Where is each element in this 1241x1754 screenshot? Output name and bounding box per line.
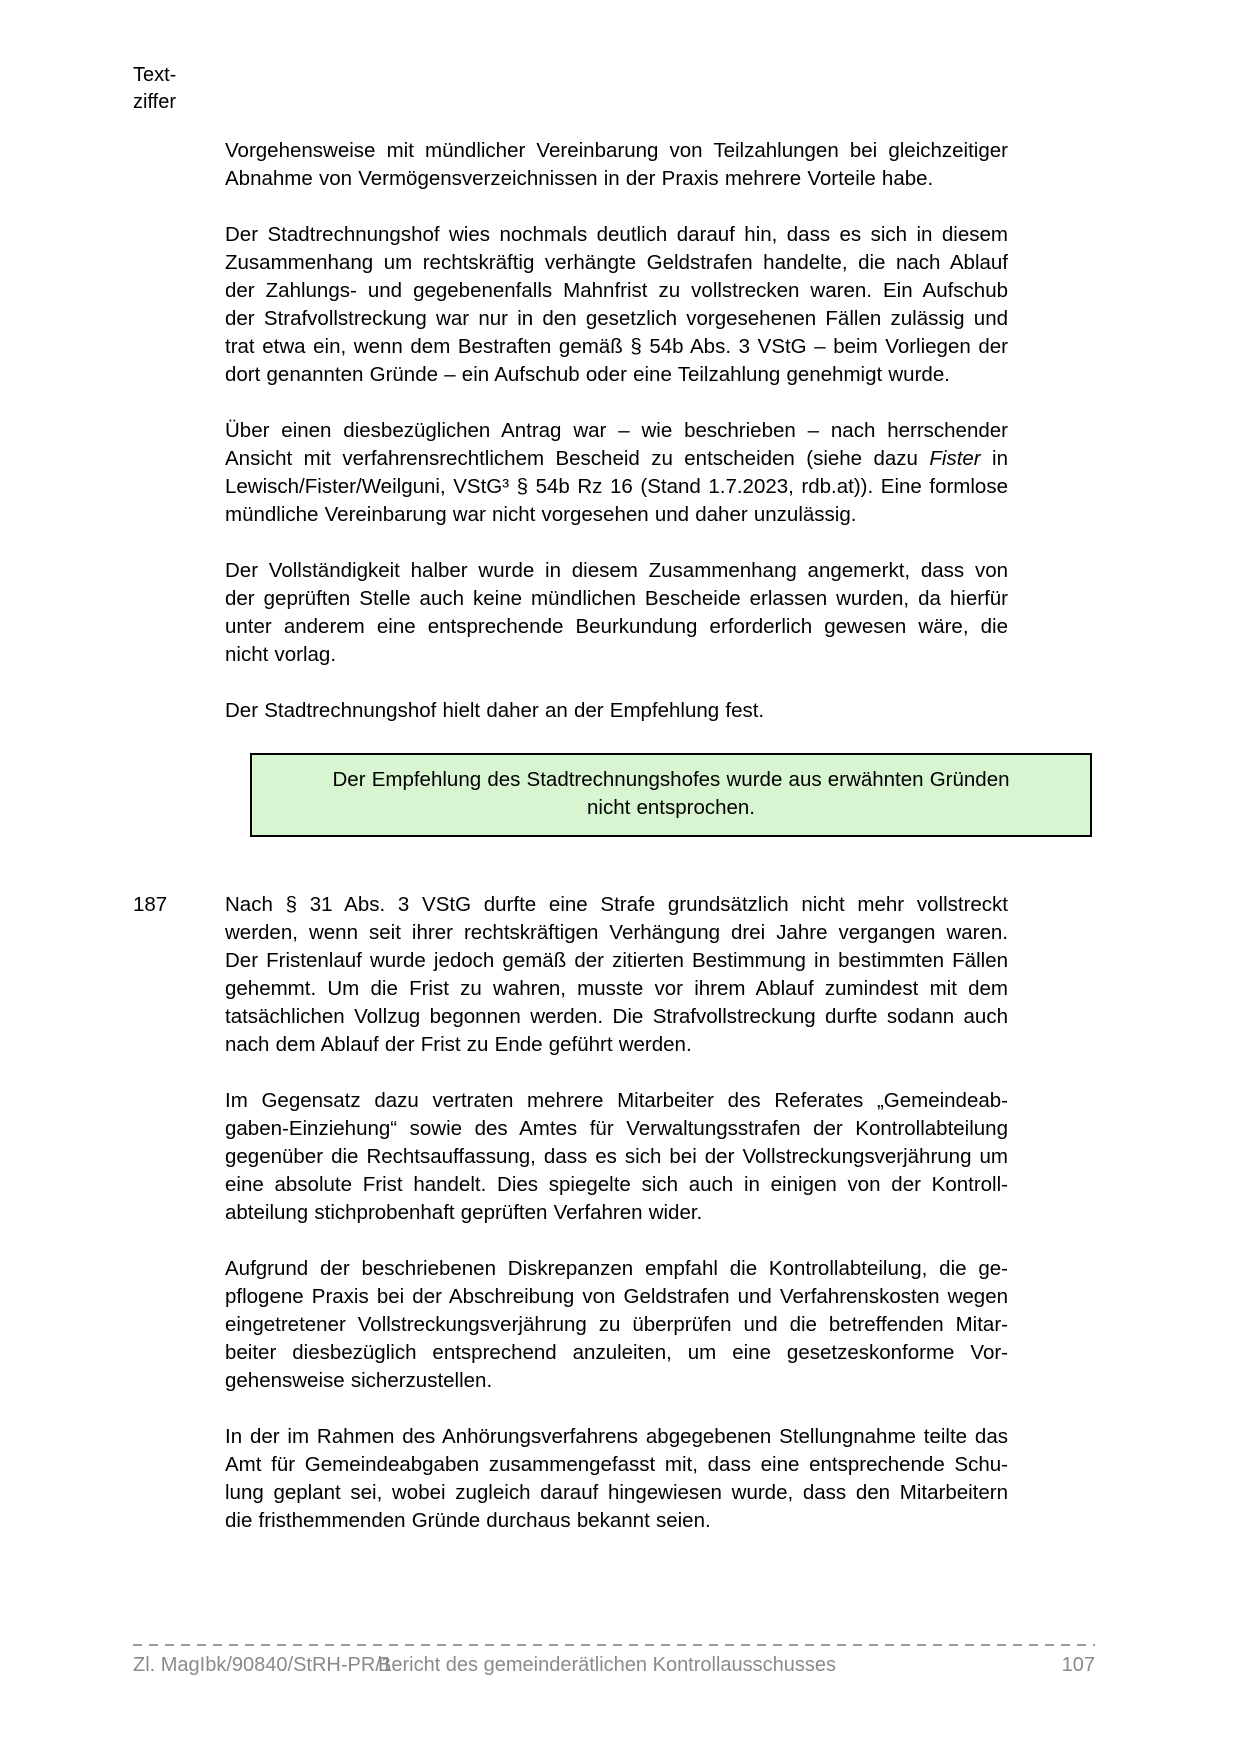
text-line: der Strafvollstreckung war nur in den gesetzlich vorgesehenen Fällen zulässig und: [225, 307, 1008, 330]
footer-document-title: Bericht des gemeinderätlichen Kontrollausschusses: [378, 1654, 837, 1676]
text-line: Der Empfehlung des Stadtrechnungshofes wurde aus erwähnten Gründen: [332, 768, 1010, 791]
text-line: Ansicht mit verfahrensrechtlichem Bescheid zu entscheiden (siehe dazu Fister in: [225, 447, 1008, 470]
text-line: mündliche Vereinbarung war nicht vorgesehen und daher unzulässig.: [225, 503, 857, 526]
text-line: In der im Rahmen des Anhörungsverfahrens abgegebenen Stellungnahme teilte das: [225, 1425, 1008, 1448]
footer-reference: Zl. MagIbk/90840/StRH-PR/1: [133, 1654, 392, 1676]
text-line: der Zahlungs- und gegebenenfalls Mahnfrist zu vollstrecken waren. Ein Aufschub: [225, 279, 1008, 302]
text-line: nicht entsprochen.: [586, 796, 756, 819]
footer-row: [133, 1646, 1095, 1682]
text-line: Zusammenhang um rechtskräftig verhängte Geldstrafen handelte, die nach Ablauf: [225, 251, 1008, 274]
recommendation-box: [250, 753, 1092, 837]
text-line: nicht vorlag.: [225, 643, 337, 666]
text-line: abteilung stichprobenhaft geprüften Verfahren wider.: [225, 1201, 703, 1224]
paragraph: [225, 1255, 1008, 1395]
text-line: unter anderem eine entsprechende Beurkundung erforderlich gewesen wäre, die: [225, 615, 1008, 638]
text-line: gegenüber die Rechtsauffassung, dass es sich bei der Vollstreckungsverjährung um: [225, 1145, 1008, 1168]
page-footer: [133, 1644, 1095, 1682]
paragraph: [225, 557, 1008, 669]
text-line: Lewisch/Fister/Weilguni, VStG³ § 54b Rz 16 (Stand 1.7.2023, rdb.at)). Eine formlose: [225, 475, 1008, 498]
text-line: der geprüften Stelle auch keine mündlichen Bescheide erlassen wurden, da hierfür: [225, 587, 1008, 610]
text-line: Der Fristenlauf wurde jedoch gemäß der zitierten Bestimmung in bestimmten Fällen: [225, 949, 1008, 972]
text-line: gaben-Einziehung“ sowie des Amtes für Verwaltungsstrafen der Kontrollabteilung: [225, 1117, 1008, 1140]
paragraph: [225, 1087, 1008, 1227]
margin-column-header-line1: Text-: [133, 64, 177, 86]
text-line: pflogene Praxis bei der Abschreibung von Geldstrafen und Verfahrenskosten wegen: [225, 1285, 1008, 1308]
paragraph: [225, 417, 1008, 529]
text-line: Über einen diesbezüglichen Antrag war – wie beschrieben – nach herrschender: [225, 419, 1008, 442]
text-line: beiter diesbezüglich entsprechend anzuleiten, um eine gesetzeskonforme Vor-: [225, 1341, 1008, 1364]
margin-column-header-line2: ziffer: [133, 91, 176, 113]
text-line: Amt für Gemeindeabgaben zusammengefasst mit, dass eine entsprechende Schu-: [225, 1453, 1008, 1476]
document-body: [133, 137, 1010, 1563]
text-line: trat etwa ein, wenn dem Bestraften gemäß § 54b Abs. 3 VStG – beim Vorliegen der: [225, 335, 1008, 358]
text-line: werden, wenn seit ihrer rechtskräftigen Verhängung drei Jahre vergangen waren.: [225, 921, 1008, 944]
paragraph-number: 187: [133, 893, 168, 916]
text-line: Abnahme von Vermögensverzeichnissen in der Praxis mehrere Vorteile habe.: [225, 167, 934, 190]
text-line: eine absolute Frist handelt. Dies spiegelte sich auch in einigen von der Kontroll-: [225, 1173, 1008, 1196]
paragraph: [225, 137, 1008, 193]
text-line: Der Stadtrechnungshof hielt daher an der Empfehlung fest.: [225, 699, 765, 722]
text-line: Der Vollständigkeit halber wurde in diesem Zusammenhang angemerkt, dass von: [225, 559, 1008, 582]
text-line: lung geplant sei, wobei zugleich darauf hingewiesen wurde, dass den Mitarbeitern: [225, 1481, 1008, 1504]
text-line: nach dem Ablauf der Frist zu Ende geführt werden.: [225, 1033, 692, 1056]
text-line: tatsächlichen Vollzug begonnen werden. Die Strafvollstreckung durfte sodann auch: [225, 1005, 1008, 1028]
text-line: dort genannten Gründe – ein Aufschub oder eine Teilzahlung genehmigt wurde.: [225, 363, 950, 386]
paragraph: [225, 221, 1008, 389]
text-line: Nach § 31 Abs. 3 VStG durfte eine Strafe grundsätzlich nicht mehr vollstreckt: [225, 893, 1008, 916]
text-line: gehemmt. Um die Frist zu wahren, musste vor ihrem Ablauf zumindest mit dem: [225, 977, 1008, 1000]
margin-column-header: [133, 62, 176, 116]
text-line: gehensweise sicherzustellen.: [225, 1369, 493, 1392]
paragraph: [225, 697, 1008, 725]
text-line: die fristhemmenden Gründe durchaus bekannt seien.: [225, 1509, 711, 1532]
paragraph: [133, 891, 1008, 1059]
footer-page-number: 107: [1061, 1654, 1095, 1676]
paragraph: [225, 1423, 1008, 1535]
text-line: Vorgehensweise mit mündlicher Vereinbarung von Teilzahlungen bei gleichzeitiger: [225, 139, 1008, 162]
text-line: Im Gegensatz dazu vertraten mehrere Mitarbeiter des Referates „Gemeindeab-: [225, 1089, 1008, 1112]
text-line: Aufgrund der beschriebenen Diskrepanzen empfahl die Kontrollabteilung, die ge-: [225, 1257, 1008, 1280]
text-line: eingetretener Vollstreckungsverjährung zu überprüfen und die betreffenden Mitar-: [225, 1313, 1008, 1336]
document-blocks: [133, 137, 1010, 1535]
text-line: Der Stadtrechnungshof wies nochmals deutlich darauf hin, dass es sich in diesem: [225, 223, 1008, 246]
